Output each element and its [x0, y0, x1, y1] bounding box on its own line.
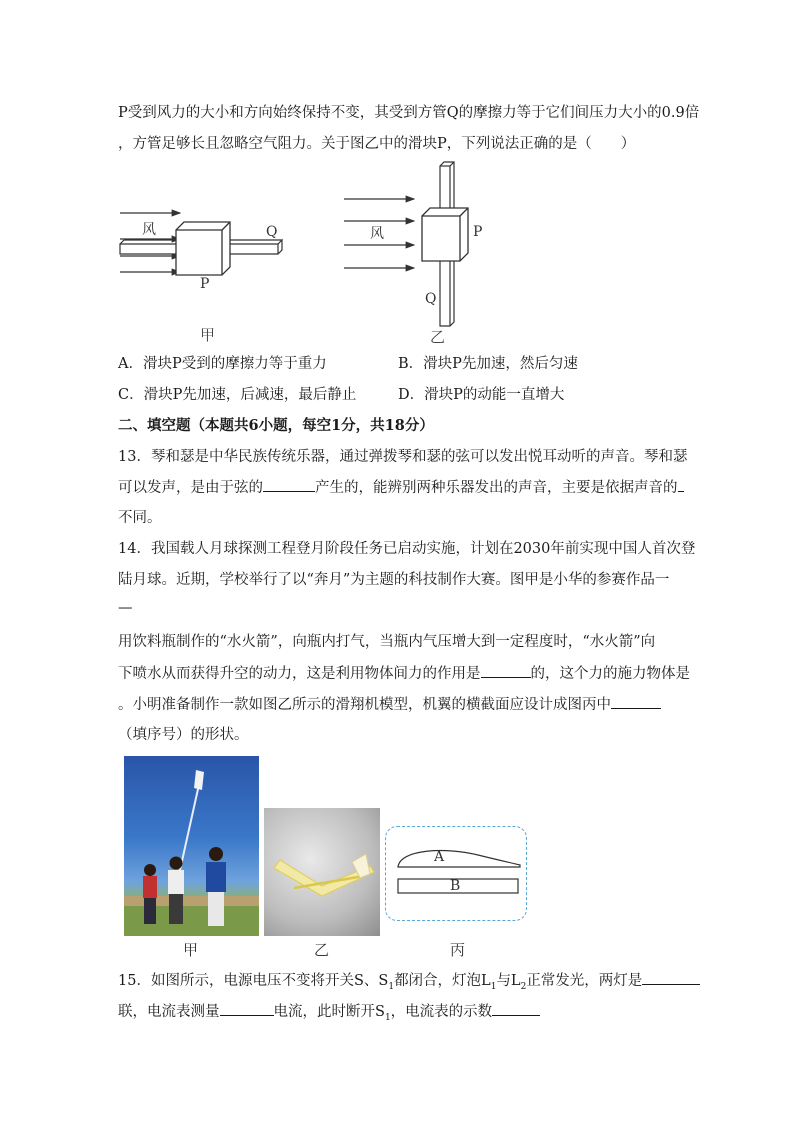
q12-line-1: P受到风力的大小和方向始终保持不变，其受到方管Q的摩擦力等于它们间压力大小的0.9倍	[118, 105, 700, 121]
block-p	[422, 208, 468, 261]
caption-yi: 乙	[430, 328, 446, 346]
q15-text-a: 15．如图所示，电源电压不变将开关S、S	[118, 973, 389, 989]
figure-yi	[340, 158, 490, 350]
q14-line-1: 14．我国载人月球探测工程登月阶段任务已启动实施，计划在2030年前实现中国人首次登	[118, 541, 696, 557]
airfoil-a	[398, 851, 520, 867]
q15-blank-2[interactable]	[220, 1001, 274, 1016]
wind-label: 风	[142, 222, 156, 238]
person-right	[206, 847, 226, 926]
q15-text-e: 联，电流表测量	[118, 1004, 220, 1020]
p-label: P	[200, 276, 210, 292]
q15-text-c: 与L	[496, 973, 521, 989]
q14-blank-1[interactable]	[481, 663, 531, 678]
q15-text-f: 电流，此时断开S	[273, 1004, 385, 1020]
caption-jia-2: 甲	[183, 941, 199, 959]
airfoil-options-box	[385, 826, 527, 921]
wind-label: 风	[370, 226, 384, 242]
glider-photo	[264, 808, 380, 936]
q15-sub-s1: 1	[388, 981, 395, 992]
q14-text-b: 的，这个力的施力物体是	[530, 666, 690, 682]
q15-text-g: ，电流表的示数	[390, 1004, 493, 1020]
rocket-photo	[124, 756, 259, 936]
block-p	[176, 222, 230, 275]
q13-line-1: 13．琴和瑟是中华民族传统乐器，通过弹拨琴和瑟的弦可以发出悦耳动听的声音。琴和瑟	[118, 449, 688, 465]
q13-text-b: 产生的，能辨别两种乐器发出的声音，主要是依据声音的	[315, 480, 678, 496]
q14-line-6	[118, 694, 661, 715]
q-label: Q	[425, 291, 437, 307]
q13-blank-1[interactable]	[263, 477, 315, 492]
caption-yi-2: 乙	[314, 941, 330, 959]
option-c: C．滑块P先加速，后减速，最后静止	[118, 387, 357, 403]
q13-line-3: 不同。	[118, 510, 162, 526]
q14-blank-2[interactable]	[611, 694, 661, 709]
p-label: P	[473, 224, 483, 240]
person-left	[143, 864, 157, 924]
section-title: 二、填空题（本题共6小题，每空1分，共18分）	[118, 417, 434, 434]
q15-sub-l2: 2	[520, 981, 527, 992]
q15-line-2	[118, 1001, 540, 1028]
q14-line-2: 陆月球。近期，学校举行了以“奔月”为主题的科技制作大赛。图甲是小华的参赛作品一	[118, 572, 670, 588]
q14-line-5	[118, 663, 690, 684]
q15-sub-s1b: 1	[384, 1012, 391, 1023]
q14-line-4: 用饮料瓶制作的“水火箭”，向瓶内打气，当瓶内气压增大到一定程度时，“水火箭”向	[118, 634, 656, 650]
q14-line-3: —	[118, 600, 133, 616]
q14-text-a: 下喷水从而获得升空的动力，这是利用物体间力的作用是	[118, 666, 481, 682]
option-d: D．滑块P的动能一直增大	[398, 387, 565, 403]
q15-blank-1[interactable]	[642, 970, 700, 985]
q12-line-2: ，方管足够长且忽略空气阻力。关于图乙中的滑块P，下列说法正确的是（ ）	[118, 136, 636, 152]
q14-line-7: （填序号）的形状。	[118, 727, 249, 743]
q13-blank-2[interactable]	[678, 477, 684, 492]
caption-jia: 甲	[200, 326, 216, 344]
option-b: B．滑块P先加速，然后匀速	[398, 356, 578, 372]
q15-text-b: 都闭合，灯泡L	[394, 973, 491, 989]
q13-text-a: 可以发声，是由于弦的	[118, 480, 263, 496]
option-a: A．滑块P受到的摩擦力等于重力	[118, 356, 327, 372]
caption-bing: 丙	[450, 941, 466, 959]
q13-line-2	[118, 477, 684, 498]
q15-sub-l1: 1	[490, 981, 497, 992]
label-b: B	[450, 878, 461, 894]
rocket-icon	[194, 770, 204, 790]
q15-line-1	[118, 970, 700, 997]
q14-text-c: 。小明准备制作一款如图乙所示的滑翔机模型，机翼的横截面应设计成图丙中	[118, 697, 611, 713]
figure-jia	[118, 180, 318, 350]
q-label: Q	[266, 224, 278, 240]
q15-blank-3[interactable]	[492, 1001, 540, 1016]
label-a: A	[434, 849, 445, 865]
q15-text-d: 正常发光，两灯是	[526, 973, 643, 989]
